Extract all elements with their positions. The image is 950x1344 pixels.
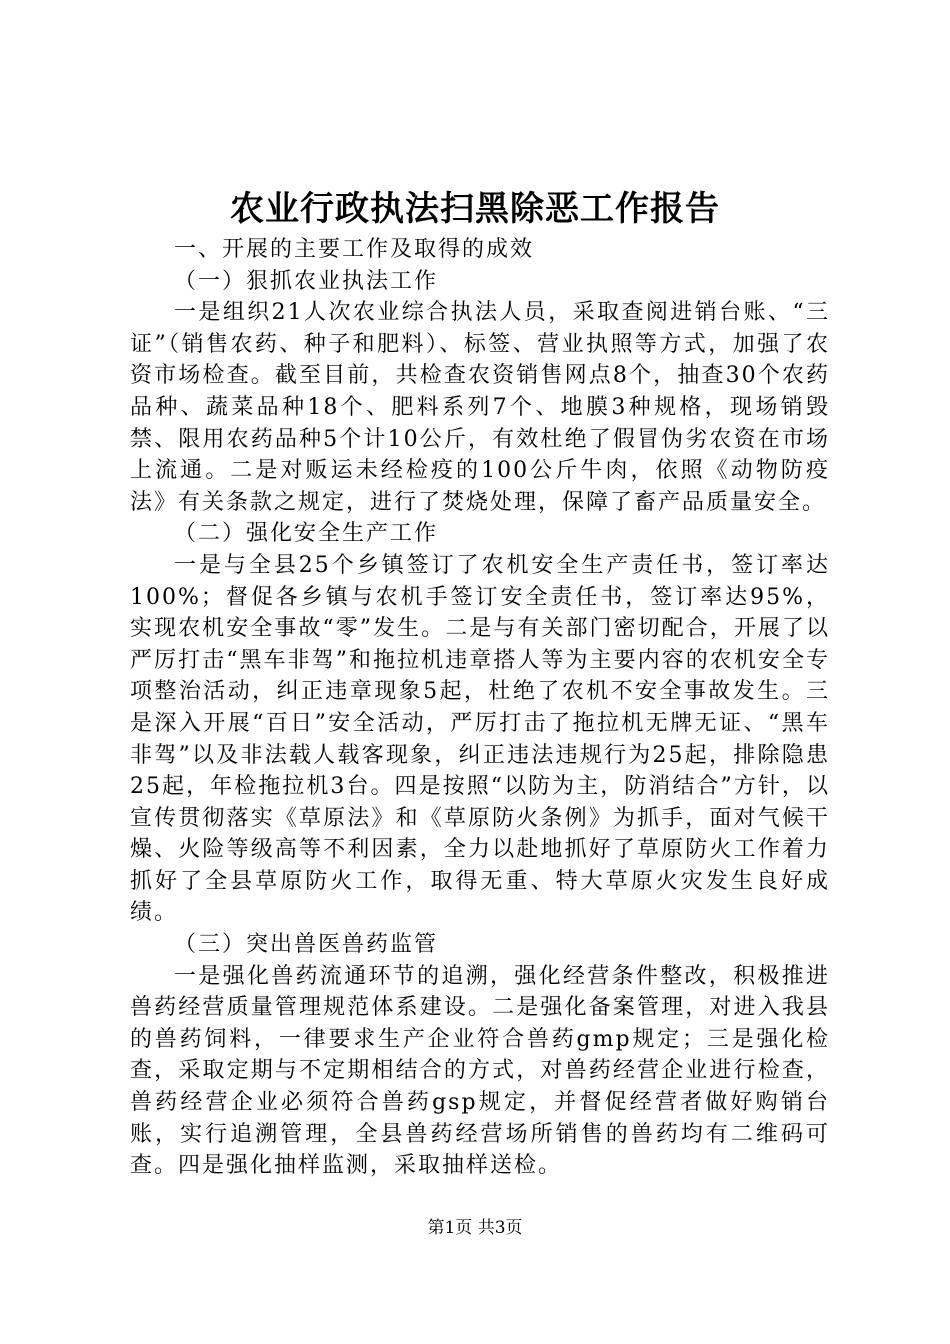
- subsection-heading: （一）狠抓农业执法工作: [174, 268, 439, 294]
- section-heading: 一、开展的主要工作及取得的成效: [174, 237, 535, 262]
- subsection-heading: （二）强化安全生产工作: [174, 521, 439, 547]
- paragraph: 一是组织21人次农业综合执法人员，采取查阅进销台账、“三证”（销售农药、种子和肥料）、标签、营业执照等方式，加强了农资市场检查。截至目前，共检查农资销售网点8个，抽查30个农药品种、蔬菜品种18个、肥料系列7个、地膜3种规格，现场销毁禁、限用农药品种5个计10公斤，有效杜绝了假冒伪劣农资在市场上流通。二是对贩运未经检疫的100公斤牛肉，依照《动物防疫法》有关条款之规定，进行了焚烧处理，保障了畜产品质量安全。: [130, 300, 830, 515]
- document-title: 农业行政执法扫黑除恶工作报告: [230, 189, 720, 229]
- page-footer: 第1页 共3页: [427, 1218, 523, 1238]
- paragraph: 一是与全县25个乡镇签订了农机安全生产责任书，签订率达100%；督促各乡镇与农机手签订安全责任书，签订率达95%，实现农机安全事故“零”发生。二是与有关部门密切配合，开展了以严厉打击“黑车非驾”和拖拉机违章搭人等为主要内容的农机安全专项整治活动，纠正违章现象5起，杜绝了农机不安全事故发生。三是深入开展“百日”安全活动，严厉打击了拖拉机无牌无证、“黑车非驾”以及非法载人载客现象，纠正违法违规行为25起，排除隐患25起，年检拖拉机3台。四是按照“以防为主，防消结合”方针，以宣传贯彻落实《草原法》和《草原防火条例》为抓手，面对气候干燥、火险等级高等不利因素，全力以赴地抓好了草原防火工作着力抓好了全县草原防火工作，取得无重、特大草原火灾发生良好成绩。: [130, 552, 830, 926]
- subsection-heading: （三）突出兽医兽药监管: [174, 932, 439, 958]
- paragraph: 一是强化兽药流通环节的追溯，强化经营条件整改，积极推进兽药经营质量管理规范体系建设。二是强化备案管理，对进入我县的兽药饲料，一律要求生产企业符合兽药gmp规定；三是强化检查，采取定期与不定期相结合的方式，对兽药经营企业进行检查，兽药经营企业必须符合兽药gsp规定，并督促经营者做好购销台账，实行追溯管理，全县兽药经营场所销售的兽药均有二维码可查。四是强化抽样监测，采取抽样送检。: [130, 963, 830, 1179]
- document-body: [130, 234, 830, 1182]
